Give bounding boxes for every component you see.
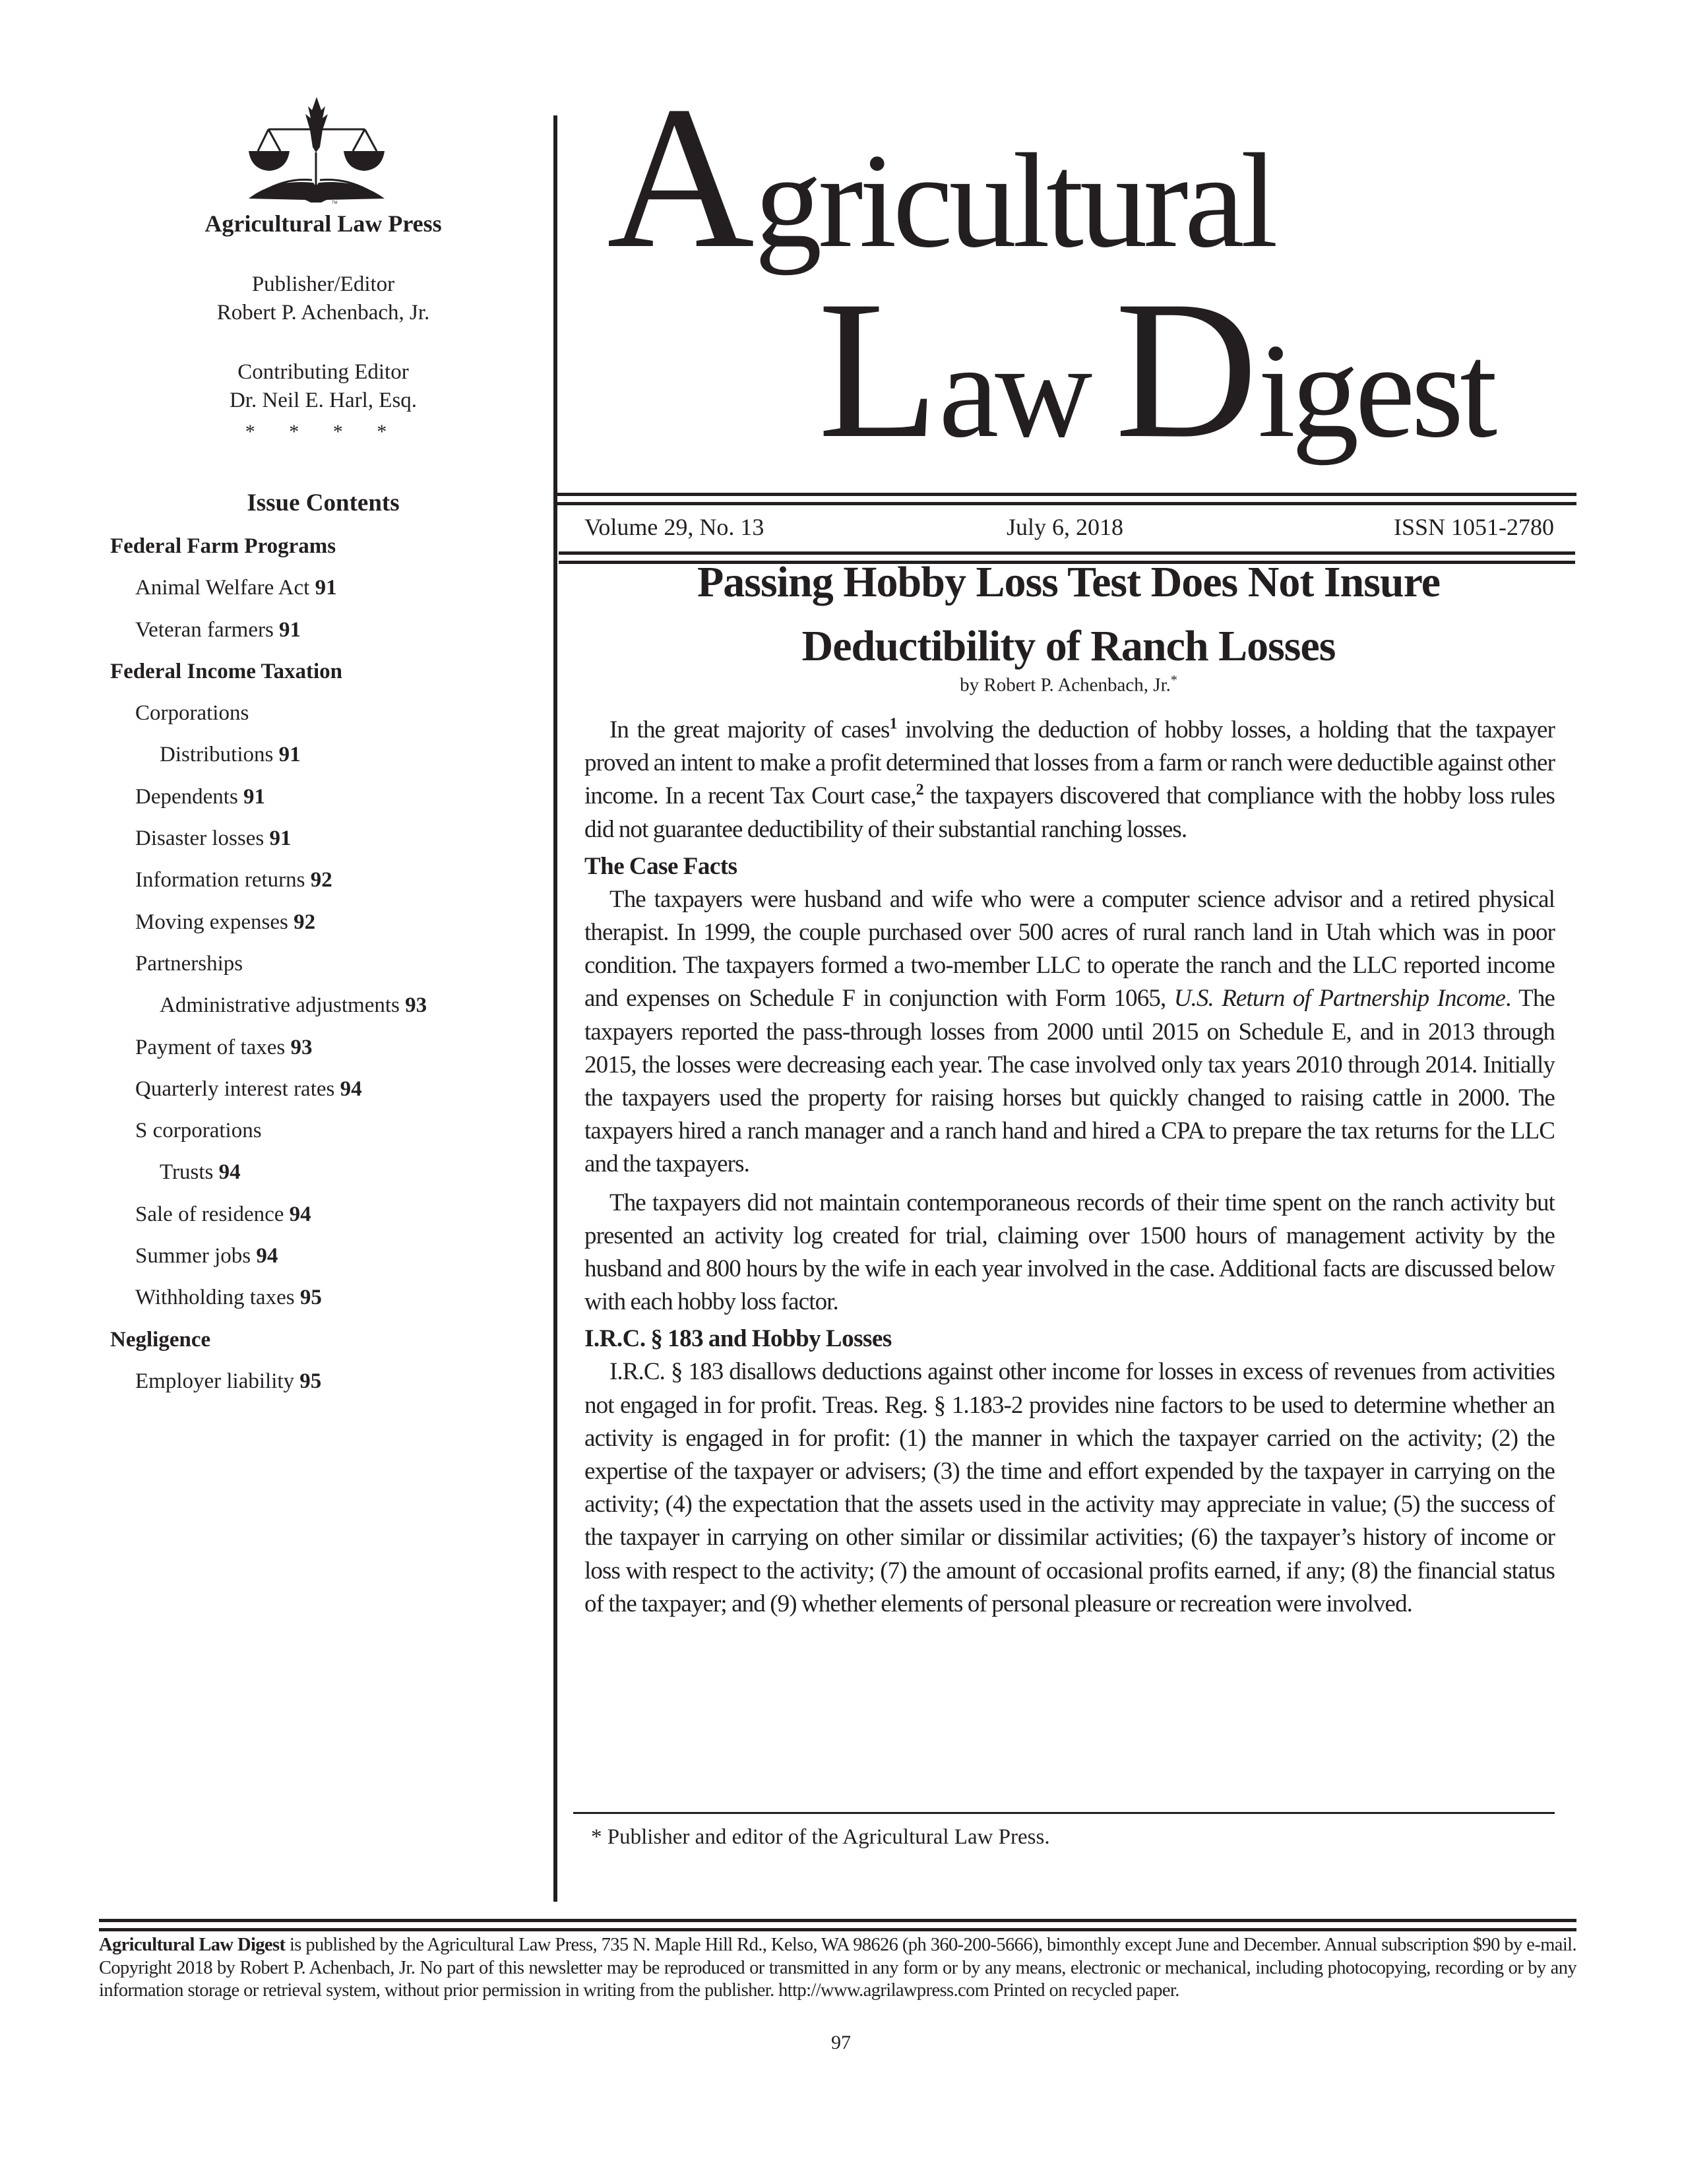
- issue-date: July 6, 2018: [1007, 514, 1124, 540]
- toc-entry-page: 93: [405, 993, 427, 1018]
- toc-entry[interactable]: [110, 951, 532, 992]
- section-heading-irc-183: I.R.C. § 183 and Hobby Losses: [584, 1325, 892, 1353]
- toc-entry-label: Disaster losses: [135, 827, 265, 851]
- toc-entry-label: Administrative adjustments: [160, 993, 400, 1018]
- toc-entry-label: Quarterly interest rates: [135, 1076, 335, 1101]
- toc-entry-label: S corporations: [135, 1119, 262, 1143]
- paragraph-intro-part-a: In the great majority of cases: [609, 716, 890, 743]
- toc-entry-page: 95: [299, 1286, 322, 1310]
- toc-entry-label: Federal Farm Programs: [110, 534, 336, 558]
- issue-contents-title: Issue Contents: [247, 489, 400, 516]
- toc-entry-page: 92: [294, 910, 316, 934]
- toc-section-heading: [110, 1326, 532, 1368]
- agricultural-law-press-logo: [247, 96, 386, 204]
- issue-contents-list: [110, 533, 532, 1410]
- scales-corn-book-icon: [247, 96, 386, 204]
- vertical-divider: [553, 115, 557, 1902]
- toc-entry-label: Summer jobs: [135, 1244, 251, 1268]
- paragraph-intro: [584, 714, 1555, 846]
- masthead-initial-d: D: [1115, 260, 1258, 479]
- publisher-block: [112, 270, 534, 327]
- masthead-line-law-digest: [818, 260, 1494, 490]
- toc-entry[interactable]: [110, 1159, 532, 1201]
- svg-text:TM: TM: [332, 201, 338, 204]
- toc-entry-page: 94: [218, 1160, 241, 1185]
- masthead-initial-l: L: [818, 260, 939, 479]
- toc-entry-label: Animal Welfare Act: [135, 576, 310, 600]
- toc-entry[interactable]: [110, 825, 532, 867]
- toc-entry-page: 91: [243, 784, 266, 809]
- toc-entry[interactable]: [110, 617, 532, 658]
- toc-entry[interactable]: [110, 1243, 532, 1284]
- toc-entry-page: 95: [299, 1369, 322, 1393]
- toc-entry-label: Withholding taxes: [135, 1286, 295, 1310]
- toc-entry[interactable]: [110, 1117, 532, 1159]
- paragraph-case-facts-part-a: The taxpayers were husband and wife who were a computer science advisor and a retired physical therapist. In 1999, the couple purchased over 500 acres of rural ranch land in Utah which was in poor condition. The taxpayers formed a two-member LLC to operate the ranch and the LLC reported income and expenses on Schedule F in conjunction with Form 1065,: [584, 885, 1555, 1013]
- article-title-line-2: Deductibility of Ranch Losses: [801, 622, 1336, 670]
- toc-entry-page: 93: [290, 1035, 313, 1059]
- toc-entry-page: 92: [310, 868, 332, 892]
- masthead-rule-top-1: [557, 493, 1576, 496]
- contributing-editor-name: Dr. Neil E. Harl, Esq.: [229, 389, 418, 412]
- toc-entry-label: Negligence: [110, 1327, 211, 1352]
- toc-entry[interactable]: [110, 1284, 532, 1326]
- toc-entry-page: 91: [279, 617, 301, 642]
- toc-entry-label: Federal Income Taxation: [110, 659, 342, 683]
- toc-section-heading: [110, 658, 532, 700]
- footer-publication-name: Agricultural Law Digest: [99, 1935, 286, 1955]
- toc-entry[interactable]: [110, 1368, 532, 1410]
- toc-entry-page: 94: [289, 1202, 311, 1226]
- toc-entry-label: Trusts: [160, 1160, 214, 1185]
- article-title-line-1: Passing Hobby Loss Test Does Not Insure: [697, 558, 1441, 606]
- contributing-editor-block: [112, 358, 534, 415]
- footer-publication-info: [99, 1934, 1576, 2003]
- toc-entry[interactable]: [110, 1076, 532, 1117]
- toc-entry[interactable]: [110, 1201, 532, 1243]
- footnote-separator: [573, 1812, 1555, 1814]
- article-body: [584, 714, 1555, 1621]
- toc-entry[interactable]: [110, 741, 532, 783]
- footnote-text: * Publisher and editor of the Agricultural Law Press.: [591, 1825, 1050, 1849]
- toc-section-heading: [110, 533, 532, 575]
- volume-number: Volume 29, No. 13: [584, 514, 764, 540]
- issue-info-row: [584, 504, 1554, 550]
- footnote-ref-1[interactable]: 1: [889, 715, 897, 733]
- toc-entry-label: Dependents: [135, 784, 238, 809]
- form-title-italic: U.S. Return of Partnership Income: [1173, 985, 1506, 1013]
- publisher-role: Publisher/Editor: [251, 272, 395, 296]
- paragraph-case-facts-part-b: . The taxpayers reported the pass-through losses from 2000 until 2015 on Schedule E, and in 2013 through 2015, the losses were decreasing each year. The case involved only tax years 2010 through 2014. Initially the taxpayers used the property for raising horses but quickly changed to raising cattle in 2000. The taxpayers hired a ranch manager and a ranch hand and hired a CPA to prepare the tax returns for the LLC and the taxpayers.: [584, 985, 1555, 1178]
- publisher-name: Robert P. Achenbach, Jr.: [216, 301, 430, 325]
- press-name: Agricultural Law Press: [204, 210, 442, 237]
- toc-entry-page: 91: [278, 743, 301, 767]
- toc-entry[interactable]: [110, 700, 532, 741]
- footer-rule-2: [99, 1928, 1576, 1931]
- toc-entry-label: Information returns: [135, 868, 305, 892]
- issn: ISSN 1051-2780: [1393, 514, 1554, 540]
- page-number: 97: [831, 2032, 851, 2053]
- footer-rule-1: [99, 1919, 1576, 1922]
- section-heading-case-facts: The Case Facts: [584, 852, 737, 880]
- masthead-rest-aw: aw: [939, 316, 1089, 466]
- toc-entry[interactable]: [110, 909, 532, 951]
- paragraph-intro-part-b: involving the deduction of hobby losses, a holding that the taxpayer proved an intent to make a profit determined that losses from a farm or ranch were deductible against other income. In a recent Tax Court case,: [584, 716, 1555, 810]
- toc-entry-page: 94: [340, 1076, 362, 1101]
- contributing-editor-role: Contributing Editor: [237, 360, 409, 384]
- paragraph-case-facts-2: The taxpayers did not maintain contemporaneous records of their time spent on the ranch activity but presented an activity log created for trial, claiming over 1500 hours of management activity by the husband and 800 hours by the wife in each year involved in the case. Additional facts are discussed below with each hobby loss factor.: [584, 1189, 1555, 1316]
- paragraph-irc-183: I.R.C. § 183 disallows deductions against other income for losses in excess of revenues from activities not engaged in for profit. Treas. Reg. § 1.183-2 provides nine factors to be used to determine whether an activity is engaged in for profit: (1) the manner in which the taxpayer carried on the activity; (2) the expertise of the taxpayer or advisers; (3) the time and effort expended by the taxpayer in carrying on the activity; (4) the expectation that the assets used in the activity may appreciate in value; (5) the success of the taxpayer in carrying on other similar or dissimilar activities; (6) the taxpayer’s history of income or loss with respect to the activity; (7) the amount of occasional profits earned, if any; (8) the financial status of the taxpayer; and (9) whether elements of personal pleasure or recreation were involved.: [584, 1358, 1555, 1617]
- toc-entry-page: 94: [256, 1244, 278, 1268]
- toc-entry-label: Corporations: [135, 701, 249, 726]
- byline-text: by Robert P. Achenbach, Jr.: [960, 674, 1171, 696]
- toc-entry-page: 91: [315, 576, 337, 600]
- toc-entry-label: Payment of taxes: [135, 1035, 286, 1059]
- toc-entry-label: Moving expenses: [135, 910, 288, 934]
- toc-entry[interactable]: [110, 867, 532, 908]
- article-byline: [567, 673, 1570, 697]
- toc-entry-label: Distributions: [160, 743, 274, 767]
- footnote-ref-2[interactable]: 2: [916, 782, 923, 799]
- toc-entry-label: Sale of residence: [135, 1202, 284, 1226]
- byline-footnote-mark: *: [1170, 673, 1177, 687]
- footer-publication-details: is published by the Agricultural Law Press, 735 N. Maple Hill Rd., Kelso, WA 98626 (ph 360-200-5666), bimonthly except June and December. Annual subscription $90 by e-mail. Copyright 2018 by Robert P. Achenbach, Jr. No part of this newsletter may be reproduced or transmitted in any form or by any means, electronic or mechanical, including photocopying, recording or by any information storage or retrieval system, without prior permission in writing from the publisher. http://www.agrilawpress.com Printed on recycled paper.: [99, 1935, 1577, 2001]
- toc-entry-label: Employer liability: [135, 1369, 295, 1393]
- toc-entry-label: Veteran farmers: [135, 617, 274, 642]
- paragraph-case-facts-1: [584, 883, 1555, 1181]
- masthead-initial-a: A: [607, 65, 755, 291]
- masthead-rest-agricultural: gricultural: [754, 126, 1274, 276]
- toc-entry[interactable]: [110, 992, 532, 1034]
- toc-entry[interactable]: [110, 575, 532, 616]
- toc-entry-page: 91: [269, 827, 292, 851]
- paragraph-intro-part-c: the taxpayers discovered that compliance with the hobby loss rules did not guarantee deductibility of their substantial ranching losses.: [584, 782, 1555, 843]
- toc-entry-label: Partnerships: [135, 951, 243, 976]
- toc-entry[interactable]: [110, 1034, 532, 1076]
- toc-entry[interactable]: [110, 784, 532, 825]
- masthead-rest-igest: igest: [1257, 316, 1494, 466]
- separator-stars: * * * *: [245, 421, 402, 443]
